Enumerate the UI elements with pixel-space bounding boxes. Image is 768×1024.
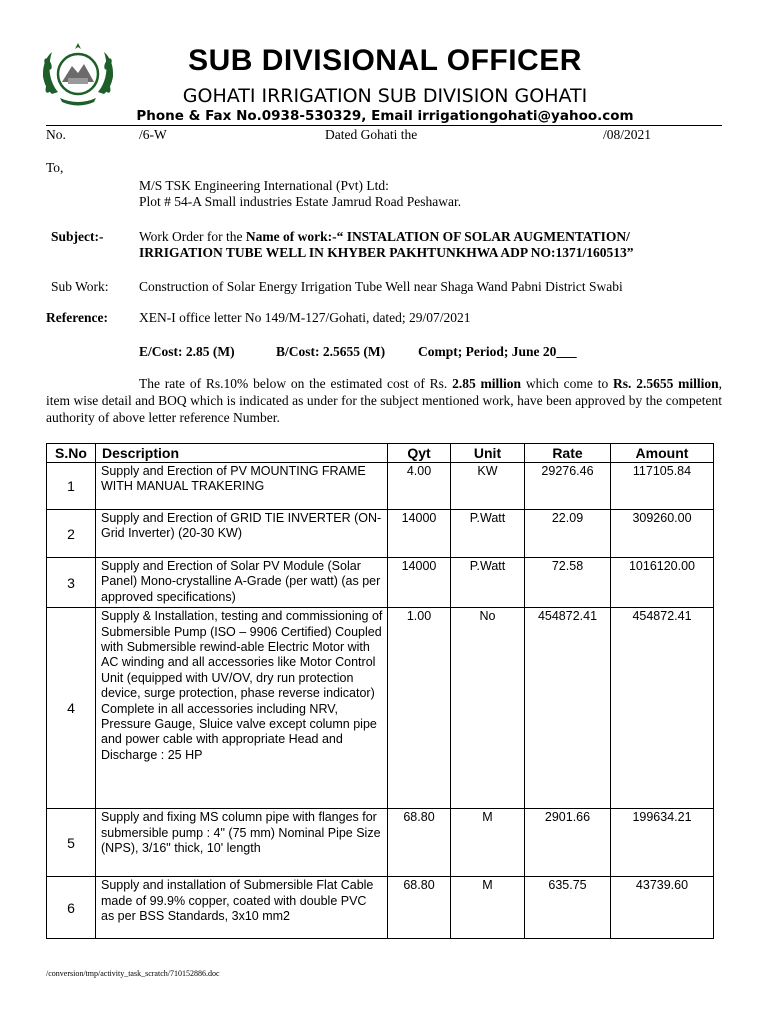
row-rate: 29276.46 [525,463,611,510]
row-unit: P.Watt [451,558,525,608]
row-unit: M [451,877,525,939]
row-qty: 1.00 [388,608,451,809]
row-description: Supply and fixing MS column pipe with flanges for submersible pump : 4" (75 mm) Nominal Pipe Size (NPS), 3/16" thick, 10' length [96,809,388,877]
row-sno: 3 [47,558,96,608]
row-amount: 117105.84 [611,463,714,510]
header-description: Description [96,444,388,463]
header-sno: S.No [47,444,96,463]
row-sno: 5 [47,809,96,877]
subject-label: Subject:- [51,229,104,244]
sub-work-value: Construction of Solar Energy Irrigation Tube Well near Shaga Wand Pabni District Swabi [139,279,623,294]
header-qty: Qyt [388,444,451,463]
row-qty: 14000 [388,558,451,608]
row-qty: 14000 [388,510,451,558]
subject-line-1 [139,229,630,245]
row-description: Supply and Erection of GRID TIE INVERTER (ON-Grid Inverter) (20-30 KW) [96,510,388,558]
row-description: Supply and Erection of Solar PV Module (Solar Panel) Mono-crystalline A-Grade (per watt) (as per approved specifications) [96,558,388,608]
subject-title-part1: :-“ INSTALATION OF SOLAR AUGMENTATION/ [327,229,630,244]
subject-prefix: Work Order for the [139,229,243,244]
row-amount: 1016120.00 [611,558,714,608]
bid-cost: B/Cost: 2.5655 (M) [276,344,386,359]
row-rate: 454872.41 [525,608,611,809]
paragraph-text-2: which come to [525,376,609,391]
row-sno: 4 [47,608,96,809]
dated-label: Dated Gohati the [325,127,418,142]
sub-work-label: Sub Work: [51,279,109,294]
row-sno: 6 [47,877,96,939]
estimated-amount: 2.85 million [452,376,522,391]
date-value: /08/2021 [603,127,652,142]
letter-no-label: No. [46,127,66,142]
estimated-cost: E/Cost: 2.85 (M) [139,344,235,359]
table-row [47,809,714,877]
row-sno: 2 [47,510,96,558]
approved-amount: Rs. 2.5655 million [613,376,719,391]
reference-value: XEN-I office letter No 149/M-127/Gohati, dated; 29/07/2021 [139,310,471,325]
table-header-row [47,444,714,463]
row-amount: 309260.00 [611,510,714,558]
row-rate: 635.75 [525,877,611,939]
addressee-name: M/S TSK Engineering International (Pvt) Ltd: [139,178,389,193]
header-unit: Unit [451,444,525,463]
row-amount: 454872.41 [611,608,714,809]
completion-period: Compt; Period; June 20___ [418,344,577,359]
row-sno: 1 [47,463,96,510]
subject-line-2: IRRIGATION TUBE WELL IN KHYBER PAKHTUNKHWA ADP NO:1371/160513” [139,245,634,260]
row-amount: 43739.60 [611,877,714,939]
row-qty: 68.80 [388,809,451,877]
addressee-address: Plot # 54-A Small industries Estate Jamrud Road Peshawar. [139,194,462,209]
row-unit: KW [451,463,525,510]
subject-name-label: Name of work [245,229,328,244]
table-row [47,510,714,558]
row-unit: P.Watt [451,510,525,558]
to-label: To, [46,160,64,175]
paragraph-text-3: , item wise detail and BOQ which is indicated as under for the subject mentioned work, have been approved by the competent authority of above letter reference Number. [46,376,723,425]
paragraph-text-1: The rate of Rs.10% below on the estimated cost of Rs. [139,376,448,391]
table-row [47,877,714,939]
letter-no-value: /6-W [139,127,167,142]
office-subtitle: GOHATI IRRIGATION SUB DIVISION GOHATI [182,85,588,107]
table-row [47,558,714,608]
row-rate: 2901.66 [525,809,611,877]
row-qty: 68.80 [388,877,451,939]
table-row [47,608,714,809]
header-rate: Rate [525,444,611,463]
row-description: Supply and Erection of PV MOUNTING FRAME WITH MANUAL TRAKERING [96,463,388,510]
header-divider [46,125,722,126]
row-unit: M [451,809,525,877]
contact-line: Phone & Fax No.0938-530329, Email irrigationgohati@yahoo.com [136,108,634,124]
boq-table [46,443,714,939]
reference-label: Reference: [46,310,108,325]
government-emblem-icon [38,40,118,110]
header-amount: Amount [611,444,714,463]
row-rate: 22.09 [525,510,611,558]
approval-paragraph [46,375,722,426]
table-row [47,463,714,510]
file-path-footer: /conversion/tmp/activity_task_scratch/710152886.doc [46,969,220,978]
row-description: Supply and installation of Submersible Flat Cable made of 99.9% copper, coated with double PVC as per BSS Standards, 3x10 mm2 [96,877,388,939]
row-unit: No [451,608,525,809]
office-title: SUB DIVISIONAL OFFICER [188,44,582,77]
row-qty: 4.00 [388,463,451,510]
row-amount: 199634.21 [611,809,714,877]
row-rate: 72.58 [525,558,611,608]
row-description: Supply & Installation, testing and commissioning of Submersible Pump (ISO – 9906 Certified) Coupled with Submersible rewind-able Electric Motor with AC winding and all accessories like Motor Control Unit (equipped with UV/OV, dry run protection device, surge protection, phase reverse indicator) Complete in all accessories including NRV, Pressure Gauge, Sluice valve except column pipe and power cable with appropriate Head and Discharge : 25 HP [96,608,388,809]
